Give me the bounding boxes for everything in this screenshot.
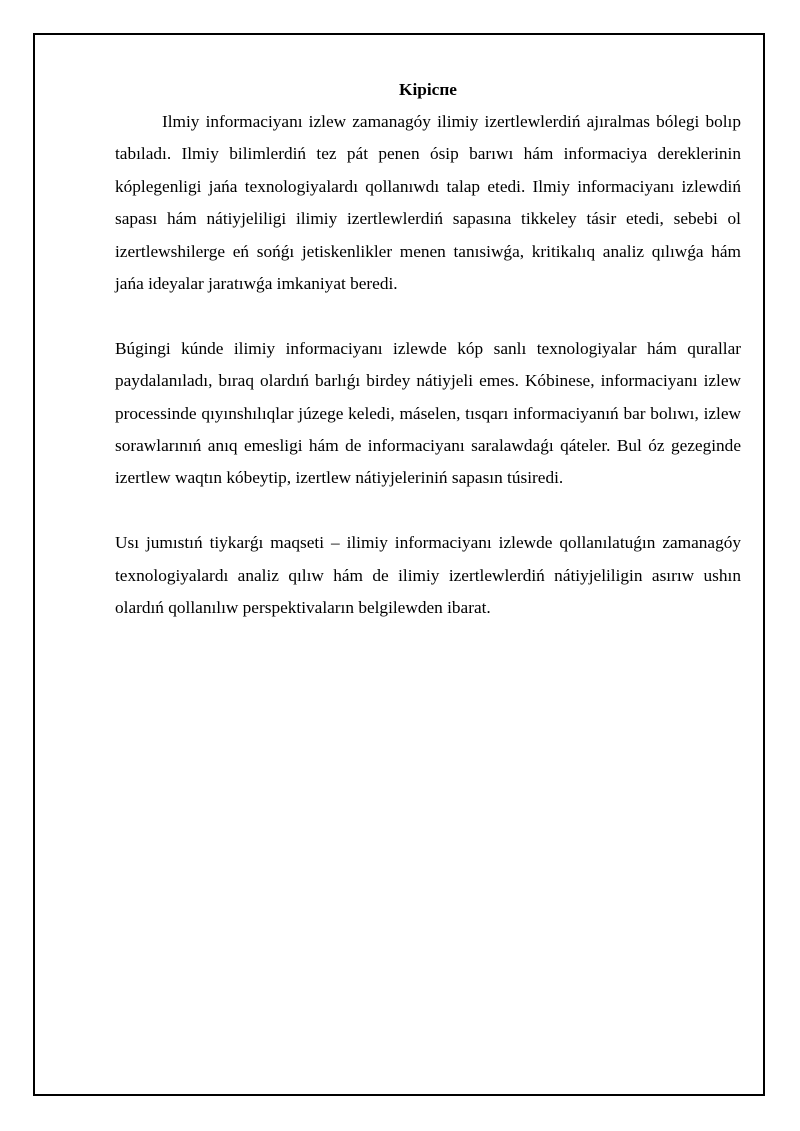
paragraph-gap — [115, 495, 741, 527]
paragraph-2: Búgingi kúnde ilimiy informaciyanı izlewde kóp sanlı texnologiyalar hám qurallar paydalanıladı, bıraq olardıń barlıǵı birdey nátiyjeli emes. Kóbinese, informaciyanı izlew processinde qıyınshılıqlar júzege keledi, máselen, tısqarı informaciyanıń bar bolıwı, izlew sorawlarınıń anıq emesligi hám de informaciyanı saralawdaǵı qáteler. Bul óz gezeginde izertlew waqtın kóbeytip, izertlew nátiyjeleriniń sapasın túsiredi. — [115, 338, 741, 488]
paragraph-3: Usı jumıstıń tiykarǵı maqseti – ilimiy informaciyanı izlewde qollanılatuǵın zamanagóy texnologiyalardı analiz qılıw hám de ilimiy izertlewlerdiń nátiyjeliligin asırıw ushın olardıń qollanılıw perspektivaların belgilewden ibarat. — [115, 533, 741, 618]
document-body — [115, 76, 741, 624]
paragraph-1: Ilmiy informaciyanı izlew zamanagóy ilimiy izertlewlerdiń ajıralmas bólegi bolıp tabıladı. Ilmiy bilimlerdiń tez pát penen ósip barıwı hám informaciya dereklerinin kóplegenligi jańa texnologiyalardı qollanıwdı talap etedi. Ilmiy informaciyanı izlewdiń sapası hám nátiyjeliligi ilimiy izertlewlerdiń sapasına tikkeley tásir etedi, sebebi ol izertlewshilerge eń sońǵı jetiskenlikler menen tanısiwǵa, kritikalıq analiz qılıwǵa hám jańa ideyalar jaratıwǵa imkaniyat beredi. — [115, 112, 741, 294]
paragraph-gap — [115, 300, 741, 332]
document-title: Kipicпe — [399, 80, 457, 99]
